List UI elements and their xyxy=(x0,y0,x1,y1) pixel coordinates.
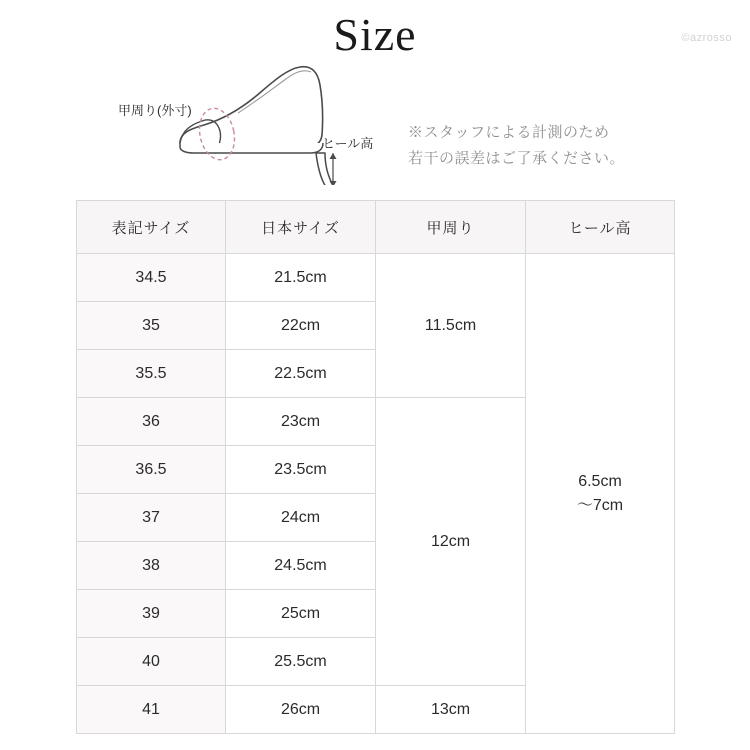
header-jp-size: 日本サイズ xyxy=(226,201,376,254)
cell-jp-size: 24.5cm xyxy=(226,542,376,590)
cell-label-size: 36 xyxy=(77,398,226,446)
table-header-row xyxy=(77,201,675,254)
cell-label-size: 36.5 xyxy=(77,446,226,494)
instep-measure-label: 甲周り(外寸) xyxy=(118,103,192,118)
cell-instep: 12cm xyxy=(376,398,526,686)
header-instep: 甲周り xyxy=(376,201,526,254)
measurement-note xyxy=(408,120,625,173)
header-label-size: 表記サイズ xyxy=(77,201,226,254)
cell-jp-size: 26cm xyxy=(226,686,376,734)
cell-label-size: 37 xyxy=(77,494,226,542)
heel-height-line-2: 〜7cm xyxy=(576,496,624,514)
cell-label-size: 38 xyxy=(77,542,226,590)
cell-heel-height xyxy=(526,254,675,734)
cell-jp-size: 21.5cm xyxy=(226,254,376,302)
cell-jp-size: 23.5cm xyxy=(226,446,376,494)
cell-jp-size: 25cm xyxy=(226,590,376,638)
watermark: ©azrosso xyxy=(681,32,732,44)
header-heel-height: ヒール高 xyxy=(526,201,675,254)
cell-jp-size: 24cm xyxy=(226,494,376,542)
page-title: Size xyxy=(333,9,417,60)
cell-label-size: 34.5 xyxy=(77,254,226,302)
high-heel-pump-icon xyxy=(120,55,410,185)
cell-instep: 13cm xyxy=(376,686,526,734)
cell-instep: 11.5cm xyxy=(376,254,526,398)
heel-height-label: ヒール高 xyxy=(322,136,374,151)
cell-label-size: 41 xyxy=(77,686,226,734)
cell-label-size: 35 xyxy=(77,302,226,350)
cell-label-size: 39 xyxy=(77,590,226,638)
cell-label-size: 35.5 xyxy=(77,350,226,398)
size-table xyxy=(76,200,675,734)
cell-jp-size: 23cm xyxy=(226,398,376,446)
cell-jp-size: 22.5cm xyxy=(226,350,376,398)
cell-jp-size: 22cm xyxy=(226,302,376,350)
cell-label-size: 40 xyxy=(77,638,226,686)
heel-height-line-1: 6.5cm xyxy=(578,473,622,491)
cell-jp-size: 25.5cm xyxy=(226,638,376,686)
note-line-1: ※スタッフによる計測のため xyxy=(408,124,610,141)
shoe-illustration xyxy=(120,55,410,185)
table-row xyxy=(77,254,675,302)
note-line-2: 若干の誤差はご了承ください。 xyxy=(408,150,626,168)
